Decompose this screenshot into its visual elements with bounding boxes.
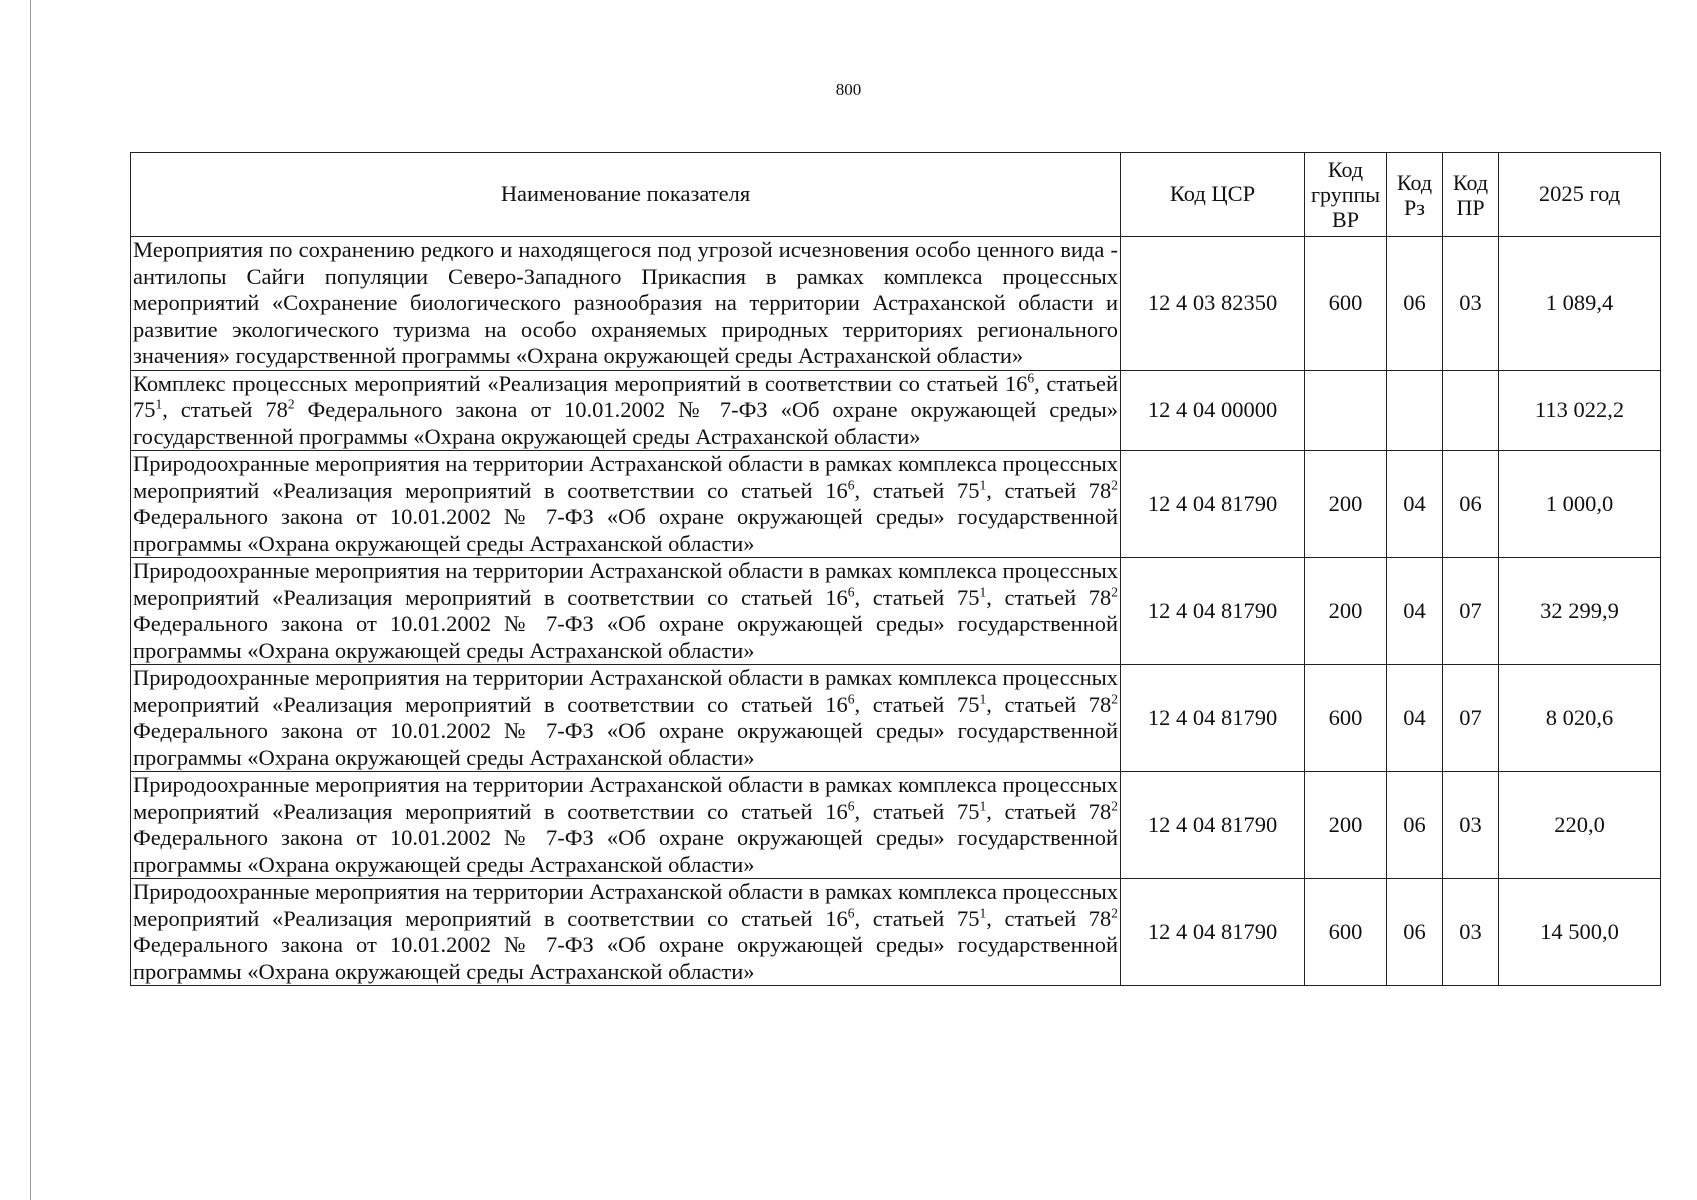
row-amount-2025: 1 089,4 [1499,237,1661,371]
row-amount-2025: 220,0 [1499,772,1661,879]
header-row [131,153,1661,237]
row-csr-code: 12 4 04 81790 [1121,665,1305,772]
table-row [131,370,1661,451]
superscript-index: 2 [1111,584,1119,599]
name-text: , статьей 78 [986,477,1112,503]
superscript-index: 6 [847,798,855,813]
row-name-cell [131,558,1121,665]
name-text: , статьей 75 [854,691,980,717]
superscript-index: 1 [979,477,987,492]
name-text: Природоохранные мероприятия на территории Астраханской области в рамках комплекса процессных мероприятий «Реализация мероприятий в соответствии со статьей 16 [133,451,1118,503]
binding-margin-line [30,0,31,1200]
table-row [131,558,1661,665]
table-header [131,153,1661,237]
superscript-index: 6 [847,584,855,599]
row-amount-2025: 113 022,2 [1499,370,1661,451]
row-amount-2025: 8 020,6 [1499,665,1661,772]
superscript-index: 6 [1027,370,1035,385]
row-rz-code: 06 [1387,772,1443,879]
row-csr-code: 12 4 03 82350 [1121,237,1305,371]
name-text: , статьей 75 [854,477,980,503]
superscript-index: 6 [847,905,855,920]
name-text: Федерального закона от 10.01.2002 № 7-ФЗ «Об охране окружающей среды» государственной программы «Охрана окружающей среды Астраханской области» [133,932,1118,984]
row-rz-code: 06 [1387,879,1443,986]
row-rz-code [1387,370,1443,451]
name-text: Природоохранные мероприятия на территории Астраханской области в рамках комплекса процессных мероприятий «Реализация мероприятий в соответствии со статьей 16 [133,772,1118,824]
name-text: Природоохранные мероприятия на территории Астраханской области в рамках комплекса процессных мероприятий «Реализация мероприятий в соответствии со статьей 16 [133,558,1118,610]
name-text: , статьей 75 [854,905,980,931]
name-text: Природоохранные мероприятия на территории Астраханской области в рамках комплекса процессных мероприятий «Реализация мероприятий в соответствии со статьей 16 [133,665,1118,717]
row-vr-code: 200 [1305,451,1387,558]
superscript-index: 1 [979,691,987,706]
row-csr-code: 12 4 04 81790 [1121,558,1305,665]
row-rz-code: 04 [1387,558,1443,665]
superscript-index: 6 [847,477,855,492]
row-name-cell [131,237,1121,371]
row-pr-code: 03 [1443,772,1499,879]
row-vr-code: 200 [1305,558,1387,665]
row-pr-code [1443,370,1499,451]
name-text: Федерального закона от 10.01.2002 № 7-ФЗ «Об охране окружающей среды» государственной программы «Охрана окружающей среды Астраханской области» [133,504,1118,556]
name-text: Природоохранные мероприятия на территории Астраханской области в рамках комплекса процессных мероприятий «Реализация мероприятий в соответствии со статьей 16 [133,879,1118,931]
name-text: , статьей 78 [986,905,1112,931]
row-name-cell [131,665,1121,772]
row-vr-code: 200 [1305,772,1387,879]
row-name-cell [131,451,1121,558]
row-pr-code: 03 [1443,237,1499,371]
name-text: , статьей 75 [133,370,1118,422]
row-pr-code: 07 [1443,665,1499,772]
row-rz-code: 06 [1387,237,1443,371]
table-row [131,879,1661,986]
header-vr-code: Код группы ВР [1305,153,1387,237]
name-text: , статьей 75 [854,584,980,610]
row-pr-code: 07 [1443,558,1499,665]
name-text: Комплекс процессных мероприятий «Реализация мероприятий в соответствии со статьей 16 [133,370,1028,396]
superscript-index: 1 [979,798,987,813]
page-number: 800 [835,80,862,99]
row-csr-code: 12 4 04 81790 [1121,451,1305,558]
superscript-index: 2 [1111,477,1119,492]
superscript-index: 6 [847,691,855,706]
name-text: , статьей 78 [986,798,1112,824]
row-rz-code: 04 [1387,451,1443,558]
name-text: , статьей 78 [986,691,1112,717]
name-text: , статьей 78 [162,397,288,422]
row-name-cell [131,772,1121,879]
table-row [131,772,1661,879]
name-text: Федерального закона от 10.01.2002 № 7-ФЗ «Об охране окружающей среды» государственной программы «Охрана окружающей среды Астраханской области» [133,825,1118,877]
name-text: Мероприятия по сохранению редкого и находящегося под угрозой исчезновения особо ценного вида - антилопы Сайги популяции Северо-Западного Прикаспия в рамках комплекса процессных мероприятий «Сохранение биологического разнообразия на территории Астраханской области и развитие экологического туризма на особо охраняемых природных территориях регионального значения» государственной программы «Охрана окружающей среды Астраханской области» [133,237,1118,368]
header-csr-code: Код ЦСР [1121,153,1305,237]
row-name-cell [131,879,1121,986]
table-row [131,451,1661,558]
superscript-index: 2 [1111,798,1119,813]
table-row [131,665,1661,772]
table-body [131,237,1661,986]
row-csr-code: 12 4 04 00000 [1121,370,1305,451]
row-name-cell [131,370,1121,451]
header-year-2025: 2025 год [1499,153,1661,237]
name-text: Федерального закона от 10.01.2002 № 7-ФЗ «Об охране окружающей среды» государственной программы «Охрана окружающей среды Астраханской области» [133,397,1118,449]
superscript-index: 2 [1111,691,1119,706]
name-text: , статьей 75 [854,798,980,824]
superscript-index: 2 [1111,905,1119,920]
row-csr-code: 12 4 04 81790 [1121,879,1305,986]
row-amount-2025: 32 299,9 [1499,558,1661,665]
name-text: , статьей 78 [986,584,1112,610]
row-pr-code: 03 [1443,879,1499,986]
superscript-index: 1 [155,396,163,412]
name-text: Федерального закона от 10.01.2002 № 7-ФЗ «Об охране окружающей среды» государственной программы «Охрана окружающей среды Астраханской области» [133,718,1118,770]
table-row [131,237,1661,371]
row-csr-code: 12 4 04 81790 [1121,772,1305,879]
row-vr-code [1305,370,1387,451]
row-vr-code: 600 [1305,879,1387,986]
row-amount-2025: 14 500,0 [1499,879,1661,986]
superscript-index: 1 [979,905,987,920]
row-pr-code: 06 [1443,451,1499,558]
header-rz-code: Код Рз [1387,153,1443,237]
row-rz-code: 04 [1387,665,1443,772]
row-amount-2025: 1 000,0 [1499,451,1661,558]
budget-table [130,152,1661,986]
header-pr-code: Код ПР [1443,153,1499,237]
superscript-index: 2 [287,396,295,412]
row-vr-code: 600 [1305,237,1387,371]
row-vr-code: 600 [1305,665,1387,772]
name-text: Федерального закона от 10.01.2002 № 7-ФЗ «Об охране окружающей среды» государственной программы «Охрана окружающей среды Астраханской области» [133,611,1118,663]
header-name: Наименование показателя [131,153,1121,237]
superscript-index: 1 [979,584,987,599]
